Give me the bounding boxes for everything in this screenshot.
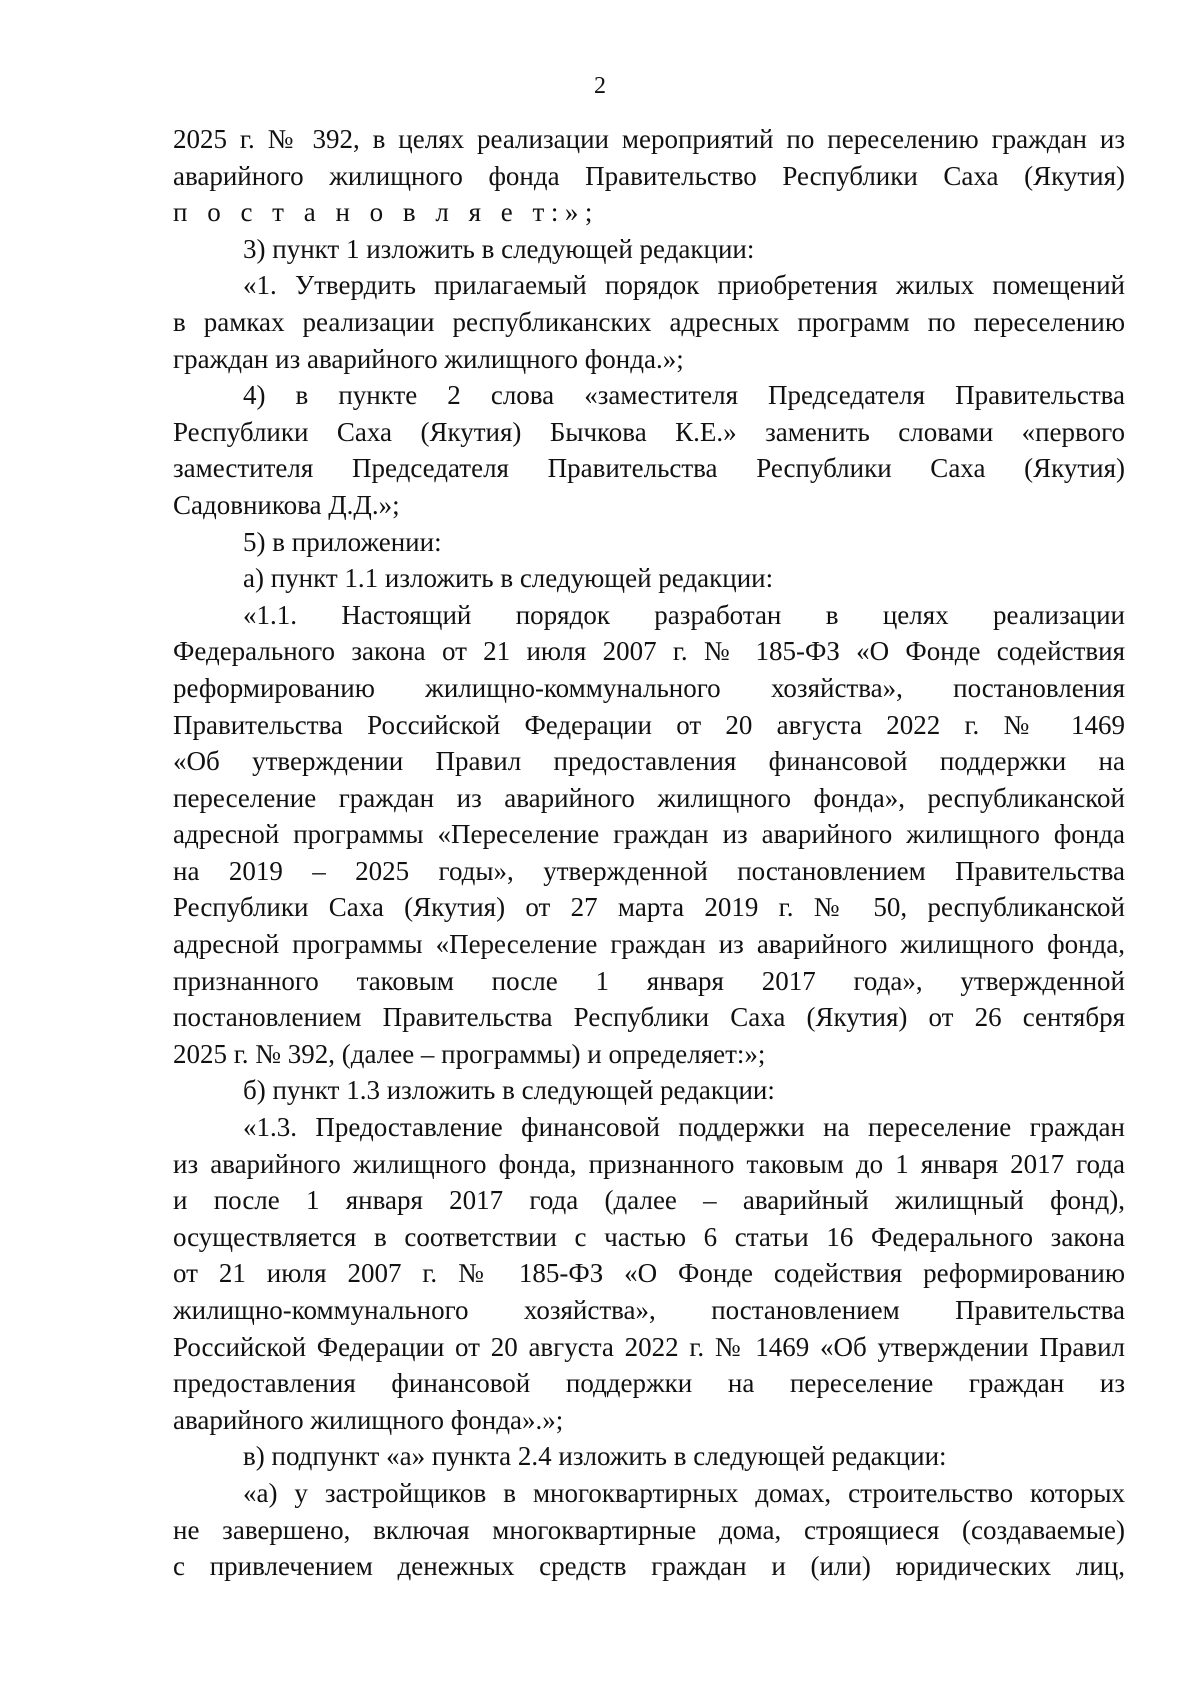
text-line: «1.1. Настоящий порядок разработан в целях реализации: [243, 599, 1125, 630]
text-line: «а) у застройщиков в многоквартирных домах, строительство которых: [243, 1477, 1125, 1508]
text-line: жилищно-коммунального хозяйства», постановлением Правительства: [173, 1295, 1125, 1325]
text-line: граждан из аварийного жилищного фонда.»;: [173, 343, 684, 374]
text-line: Федерального закона от 21 июля 2007 г. № 185-ФЗ «О Фонде содействия: [173, 636, 1125, 667]
text-line: 2025 г. № 392, (далее – программы) и определяет:»;: [173, 1038, 766, 1069]
text-line: «1.3. Предоставление финансовой поддержки на переселение граждан: [243, 1112, 1125, 1143]
text-line: Республики Саха (Якутия) Бычкова К.Е.» заменить словами «первого: [173, 416, 1125, 447]
text-line: адресной программы «Переселение граждан из аварийного жилищного фонда,: [173, 929, 1125, 960]
text-line: Республики Саха (Якутия) от 27 марта 2019 г. № 50, республиканской: [173, 892, 1125, 923]
text-line: 4) в пункте 2 слова «заместителя Председателя Правительства: [243, 380, 1125, 411]
text-line: аварийного жилищного фонда Правительство Республики Саха (Якутия): [173, 160, 1125, 191]
text-line: предоставления финансовой поддержки на переселение граждан из: [173, 1368, 1125, 1399]
page-number: 2: [594, 73, 606, 99]
text-line: а) пункт 1.1 изложить в следующей редакции:: [243, 563, 774, 594]
text-line: Российской Федерации от 20 августа 2022 г. № 1469 «Об утверждении Правил: [173, 1331, 1125, 1362]
text-line: от 21 июля 2007 г. № 185-ФЗ «О Фонде содействия реформированию: [173, 1258, 1125, 1289]
text-line: 5) в приложении:: [243, 526, 442, 557]
text-line: «Об утверждении Правил предоставления финансовой поддержки на: [173, 746, 1125, 777]
text-line: на 2019 – 2025 годы», утвержденной постановлением Правительства: [173, 855, 1125, 886]
text-line: осуществляется в соответствии с частью 6 статьи 16 Федерального закона: [173, 1221, 1125, 1252]
document-body: [173, 121, 1125, 1585]
text-line: заместителя Председателя Правительства Республики Саха (Якутия): [173, 453, 1125, 484]
text-line: признанного таковым после 1 января 2017 года», утвержденной: [173, 965, 1125, 996]
text-line: б) пункт 1.3 изложить в следующей редакции:: [243, 1075, 775, 1106]
text-line: в) подпункт «а» пункта 2.4 изложить в следующей редакции:: [243, 1441, 947, 1472]
text-line: в рамках реализации республиканских адресных программ по переселению: [173, 306, 1125, 337]
text-line: не завершено, включая многоквартирные дома, строящиеся (создаваемые): [173, 1514, 1125, 1545]
text-line: 3) пункт 1 изложить в следующей редакции:: [243, 233, 755, 264]
text-line: Правительства Российской Федерации от 20 августа 2022 г. № 1469: [173, 709, 1125, 740]
text-line: адресной программы «Переселение граждан из аварийного жилищного фонда: [173, 819, 1125, 850]
text-line: аварийного жилищного фонда».»;: [173, 1404, 564, 1435]
text-line: реформированию жилищно-коммунального хозяйства», постановления: [173, 672, 1125, 703]
text-line: переселение граждан из аварийного жилищного фонда», республиканской: [173, 782, 1125, 813]
text-line: «1. Утвердить прилагаемый порядок приобретения жилых помещений: [243, 270, 1125, 301]
text-line: и после 1 января 2017 года (далее – аварийный жилищный фонд),: [173, 1185, 1125, 1216]
text-line: с привлечением денежных средств граждан и (или) юридических лиц,: [173, 1551, 1125, 1582]
text-line: 2025 г. № 392, в целях реализации мероприятий по переселению граждан из: [173, 124, 1125, 154]
text-line: п о с т а н о в л я е т:»;: [173, 197, 599, 228]
text-line: из аварийного жилищного фонда, признанного таковым до 1 января 2017 года: [173, 1148, 1125, 1179]
text-line: Садовникова Д.Д.»;: [173, 489, 400, 520]
text-line: постановлением Правительства Республики Саха (Якутия) от 26 сентября: [173, 1002, 1125, 1033]
